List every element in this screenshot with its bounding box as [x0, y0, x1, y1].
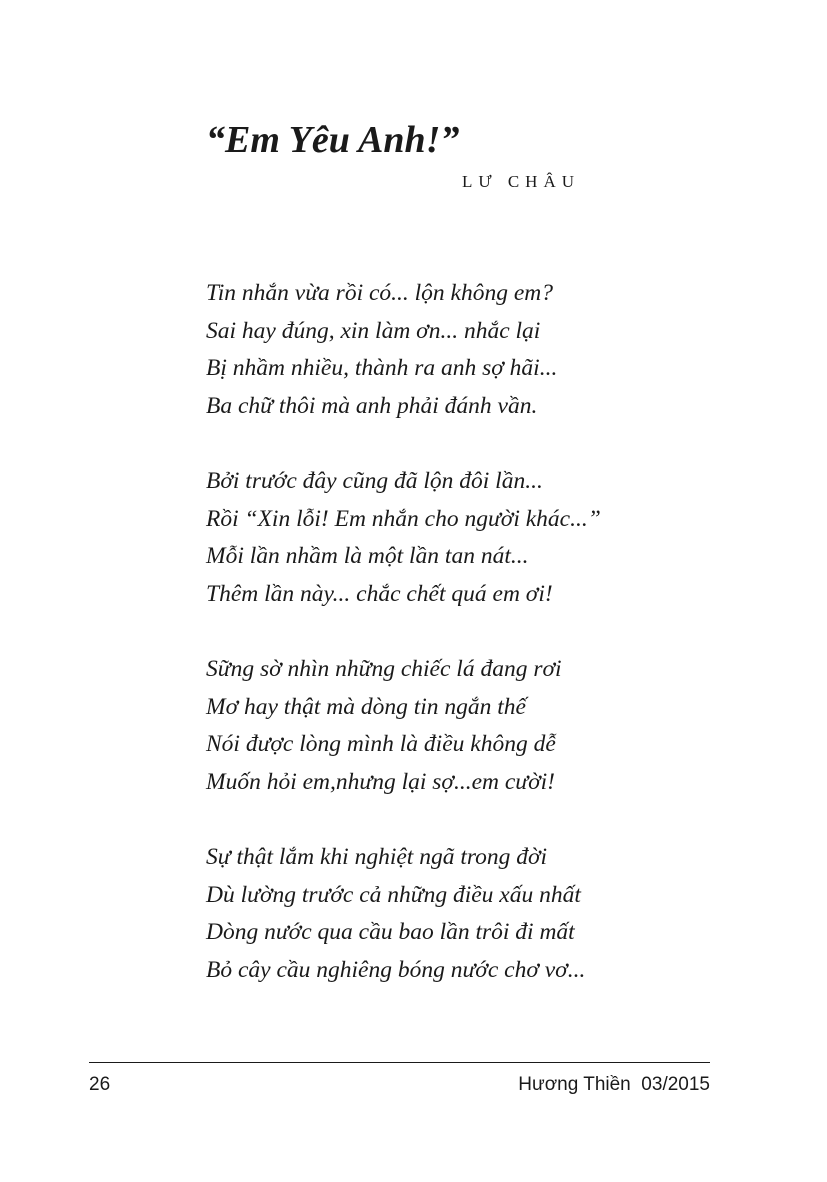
poem-line: Dòng nước qua cầu bao lần trôi đi mất — [206, 919, 575, 945]
poem-line: Nói được lòng mình là điều không dễ — [206, 731, 556, 757]
poem-line: Bỏ cây cầu nghiêng bóng nước chơ vơ... — [206, 956, 586, 983]
stanza-3 — [206, 651, 726, 801]
stanza-1 — [206, 275, 726, 425]
poem-author: LƯ CHÂU — [462, 172, 580, 191]
poem-title: “Em Yêu Anh!” — [206, 119, 460, 161]
poem-body — [206, 275, 726, 1027]
footer-divider — [89, 1062, 710, 1063]
poem-line: Bởi trước đây cũng đã lộn đôi lần... — [206, 468, 543, 494]
stanza-4 — [206, 839, 726, 989]
poem-line: Mỗi lần nhầm là một lần tan nát... — [206, 543, 529, 569]
poem-line: Ba chữ thôi mà anh phải đánh vần. — [206, 392, 538, 419]
poem-line: Sự thật lắm khi nghiệt ngã trong đời — [206, 844, 548, 870]
footer-publication: Hương Thiền 03/2015 — [518, 1074, 710, 1095]
poem-line: Sững sờ nhìn những chiếc lá đang rơi — [206, 656, 562, 682]
poem-line: Mơ hay thật mà dòng tin ngắn thế — [206, 693, 526, 720]
poem-line: Dù lường trước cả những điều xấu nhất — [206, 881, 581, 908]
poem-line: Sai hay đúng, xin làm ơn... nhắc lại — [206, 317, 541, 344]
poem-line: Tin nhắn vừa rồi có... lộn không em? — [206, 280, 554, 306]
poem-line: Bị nhầm nhiều, thành ra anh sợ hãi... — [206, 355, 558, 381]
poem-line: Thêm lần này... chắc chết quá em ơi! — [206, 580, 553, 607]
poem-line: Muốn hỏi em,nhưng lại sợ...em cười! — [206, 768, 555, 795]
stanza-2 — [206, 463, 726, 613]
page-number: 26 — [89, 1074, 111, 1095]
poem-line: Rồi “Xin lỗi! Em nhắn cho người khác...” — [206, 505, 601, 532]
